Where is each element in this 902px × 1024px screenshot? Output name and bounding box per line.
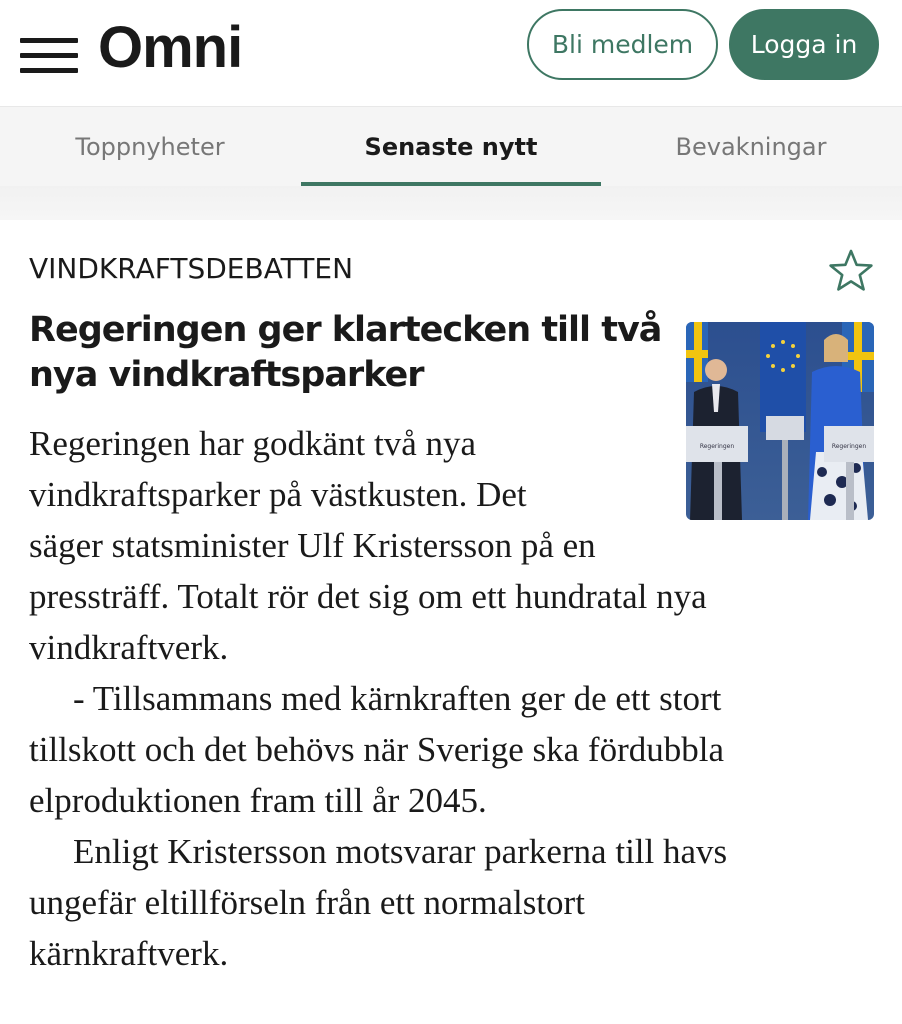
paragraph-2 — [29, 673, 879, 826]
become-member-button[interactable]: Bli medlem — [527, 9, 718, 80]
podium-label-right: Regeringen — [831, 443, 867, 450]
hamburger-menu-icon[interactable] — [20, 38, 78, 74]
body-line: ungefär eltillförseln från ett normalstort — [29, 883, 585, 922]
login-button[interactable]: Logga in — [729, 9, 879, 80]
news-tabs — [0, 106, 902, 186]
body-line: Enligt Kristersson motsvarar parkerna till havs — [73, 832, 728, 871]
tab-toppnyheter[interactable]: Toppnyheter — [75, 133, 225, 161]
body-line: vindkraftverk. — [29, 628, 229, 667]
section-divider — [0, 186, 902, 220]
body-line: - Tillsammans med kärnkraften ger de ett stort — [73, 679, 722, 718]
body-line: kärnkraftverk. — [29, 934, 229, 973]
body-line: säger statsminister Ulf Kristersson på en — [29, 526, 596, 565]
body-line: Regeringen har godkänt två nya — [29, 424, 477, 463]
body-line: vindkraftsparker på västkusten. Det — [29, 475, 527, 514]
podium-label: Regeringen — [699, 443, 735, 450]
article-card[interactable] — [0, 220, 902, 1024]
omni-logo[interactable]: Omni — [98, 15, 243, 80]
paragraph-1 — [29, 418, 879, 673]
body-line: elproduktionen fram till år 2045. — [29, 781, 487, 820]
article-headline[interactable]: Regeringen ger klartecken till två nya vindkraftsparker — [29, 310, 662, 395]
app-header — [0, 0, 902, 106]
article-topic[interactable]: VINDKRAFTSDEBATTEN — [29, 252, 354, 285]
tab-bevakningar[interactable]: Bevakningar — [675, 133, 827, 161]
star-outline-icon[interactable] — [828, 248, 874, 292]
tab-senaste-nytt[interactable]: Senaste nytt — [364, 133, 538, 161]
body-line: pressträff. Totalt rör det sig om ett hundratal nya — [29, 577, 707, 616]
paragraph-3 — [29, 826, 879, 979]
body-line: tillskott och det behövs när Sverige ska fördubbla — [29, 730, 724, 769]
article-body[interactable] — [29, 418, 879, 979]
